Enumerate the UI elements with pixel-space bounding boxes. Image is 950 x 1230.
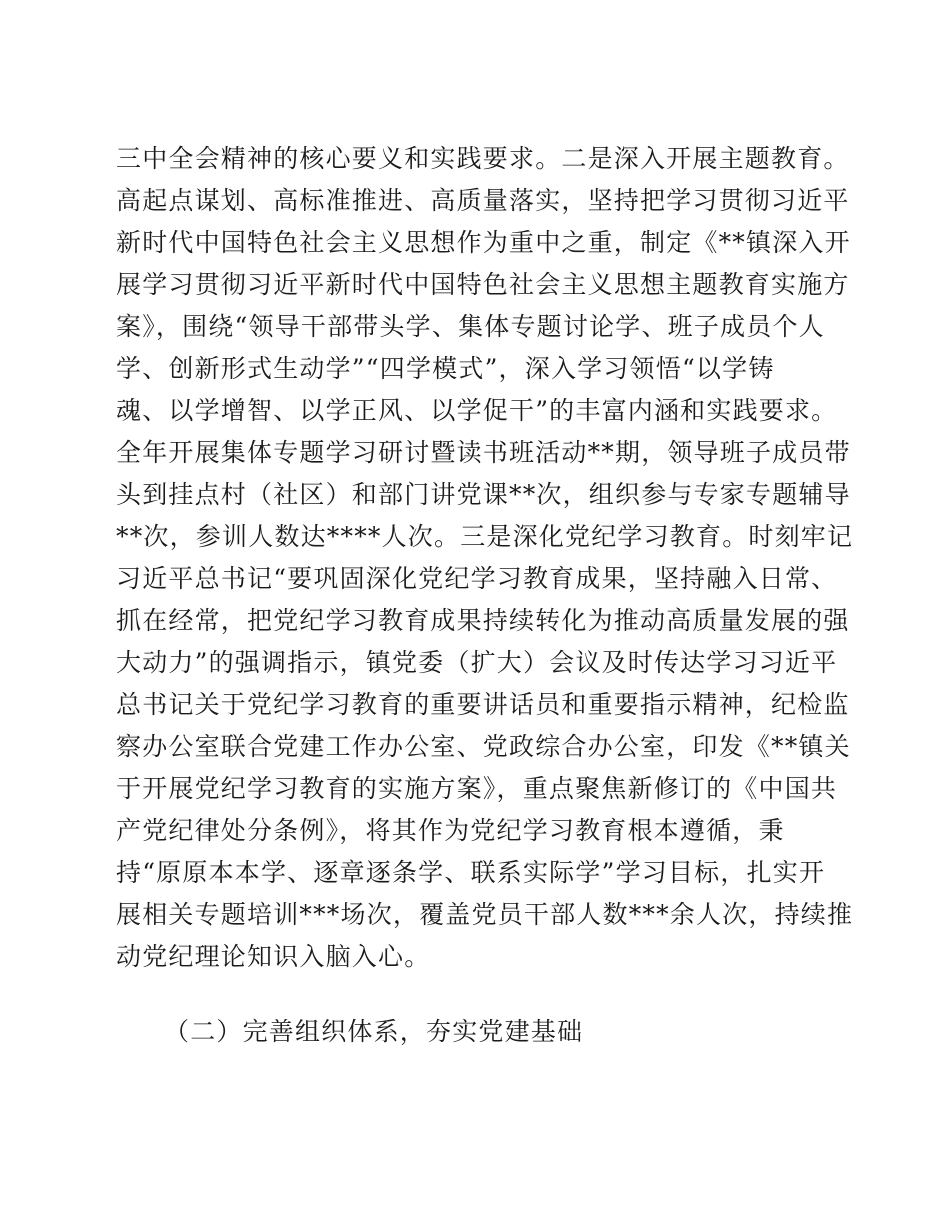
text-line: 三中全会精神的核心要义和实践要求。二是深入开展主题教育。 [116, 144, 850, 173]
text-line: 抓在经常，把党纪学习教育成果持续转化为推动高质量发展的强 [116, 606, 850, 635]
text-line: 案》，围绕“领导干部带头学、集体专题讨论学、班子成员个人 [116, 312, 825, 341]
text-line: 习近平总书记“要巩固深化党纪学习教育成果，坚持融入日常、 [116, 564, 838, 593]
text-line: 全年开展集体专题学习研讨暨读书班活动**期，领导班子成员带 [116, 438, 851, 467]
text-line: 动党纪理论知识入脑入心。 [116, 942, 431, 971]
text-line: 高起点谋划、高标准推进、高质量落实，坚持把学习贯彻习近平 [116, 186, 850, 215]
section-heading: （二）完善组织体系，夯实党建基础 [164, 1017, 584, 1046]
text-line: 产党纪律处分条例》，将其作为党纪学习教育根本遵循，秉 [116, 816, 785, 845]
text-line: 于开展党纪学习教育的实施方案》，重点聚焦新修订的《中国共 [116, 774, 838, 803]
text-line: 新时代中国特色社会主义思想作为重中之重，制定《**镇深入开 [116, 228, 851, 257]
text-line: 头到挂点村（社区）和部门讲党课**次，组织参与专家专题辅导 [116, 480, 851, 509]
text-line: 展学习贯彻习近平新时代中国特色社会主义思想主题教育实施方 [116, 270, 850, 299]
text-line: 持“原原本本学、逐章逐条学、联系实际学”学习目标，扎实开 [116, 858, 826, 887]
text-line: 学、创新形式生动学”“四学模式”，深入学习领悟“以学铸 [116, 354, 775, 383]
body-paragraph [116, 138, 854, 978]
text-line: 察办公室联合党建工作办公室、党政综合办公室，印发《**镇关 [116, 732, 851, 761]
text-line: 大动力”的强调指示，镇党委（扩大）会议及时传达学习习近平 [116, 648, 838, 677]
text-line: 魂、以学增智、以学正风、以学促干”的丰富内涵和实践要求。 [116, 396, 838, 425]
text-line: 总书记关于党纪学习教育的重要讲话员和重要指示精神，纪检监 [116, 690, 850, 719]
text-line: **次，参训人数达****人次。三是深化党纪学习教育。时刻牢记 [116, 522, 854, 551]
text-line: 展相关专题培训***场次，覆盖党员干部人数***余人次，持续推 [116, 900, 854, 929]
